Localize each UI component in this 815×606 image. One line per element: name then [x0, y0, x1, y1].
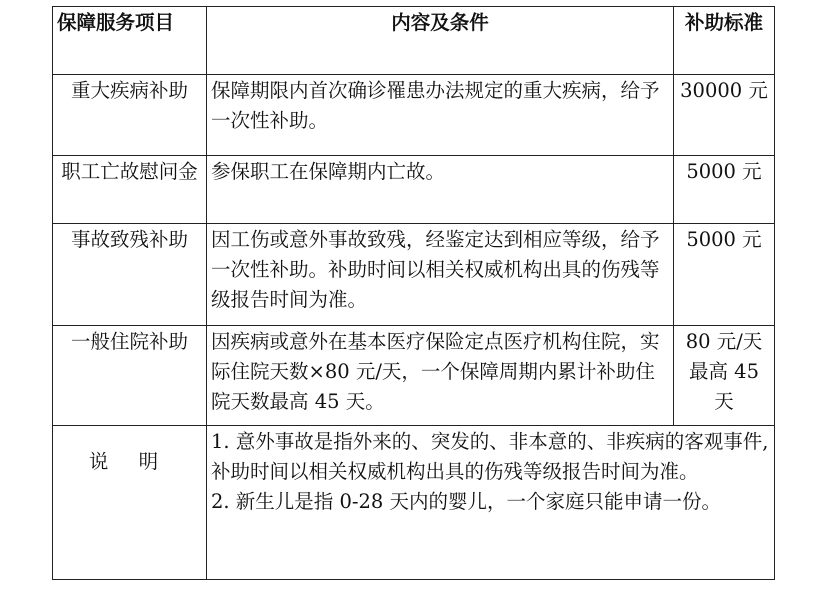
note-item: 1. 意外事故是指外来的、突发的、非本意的、非疾病的客观事件,补助时间以相关权威机构出具的伤残等级报告时间为准。	[211, 430, 769, 483]
row-content: 保障期限内首次确诊罹患办法规定的重大疾病，给予一次性补助。	[207, 75, 674, 156]
notes-row	[53, 426, 775, 580]
table-header-row	[53, 7, 775, 75]
row-amount: 5000 元	[674, 156, 775, 224]
row-amount: 80 元/天 最高 45 天	[674, 326, 775, 426]
note-item: 2. 新生儿是指 0-28 天内的婴儿，一个家庭只能申请一份。	[211, 490, 722, 513]
header-amount: 补助标准	[674, 7, 775, 75]
table-row	[53, 326, 775, 426]
notes-label: 说 明	[88, 450, 171, 473]
table-row	[53, 156, 775, 224]
notes-content	[207, 426, 775, 580]
notes-label-cell	[53, 426, 207, 580]
table-row	[53, 75, 775, 156]
table-row	[53, 224, 775, 326]
row-amount: 5000 元	[674, 224, 775, 326]
row-content: 因疾病或意外在基本医疗保险定点医疗机构住院，实际住院天数×80 元/天，一个保障周期内累计补助住院天数最高 45 天。	[207, 326, 674, 426]
row-amount: 30000 元	[674, 75, 775, 156]
row-item: 重大疾病补助	[53, 75, 207, 156]
row-item: 事故致残补助	[53, 224, 207, 326]
header-item: 保障服务项目	[53, 7, 207, 75]
benefits-table	[52, 6, 775, 580]
row-content: 参保职工在保障期内亡故。	[207, 156, 674, 224]
row-item: 一般住院补助	[53, 326, 207, 426]
row-content: 因工伤或意外事故致残，经鉴定达到相应等级，给予一次性补助。补助时间以相关权威机构出具的伤残等级报告时间为准。	[207, 224, 674, 326]
header-content: 内容及条件	[207, 7, 674, 75]
row-item: 职工亡故慰问金	[53, 156, 207, 224]
